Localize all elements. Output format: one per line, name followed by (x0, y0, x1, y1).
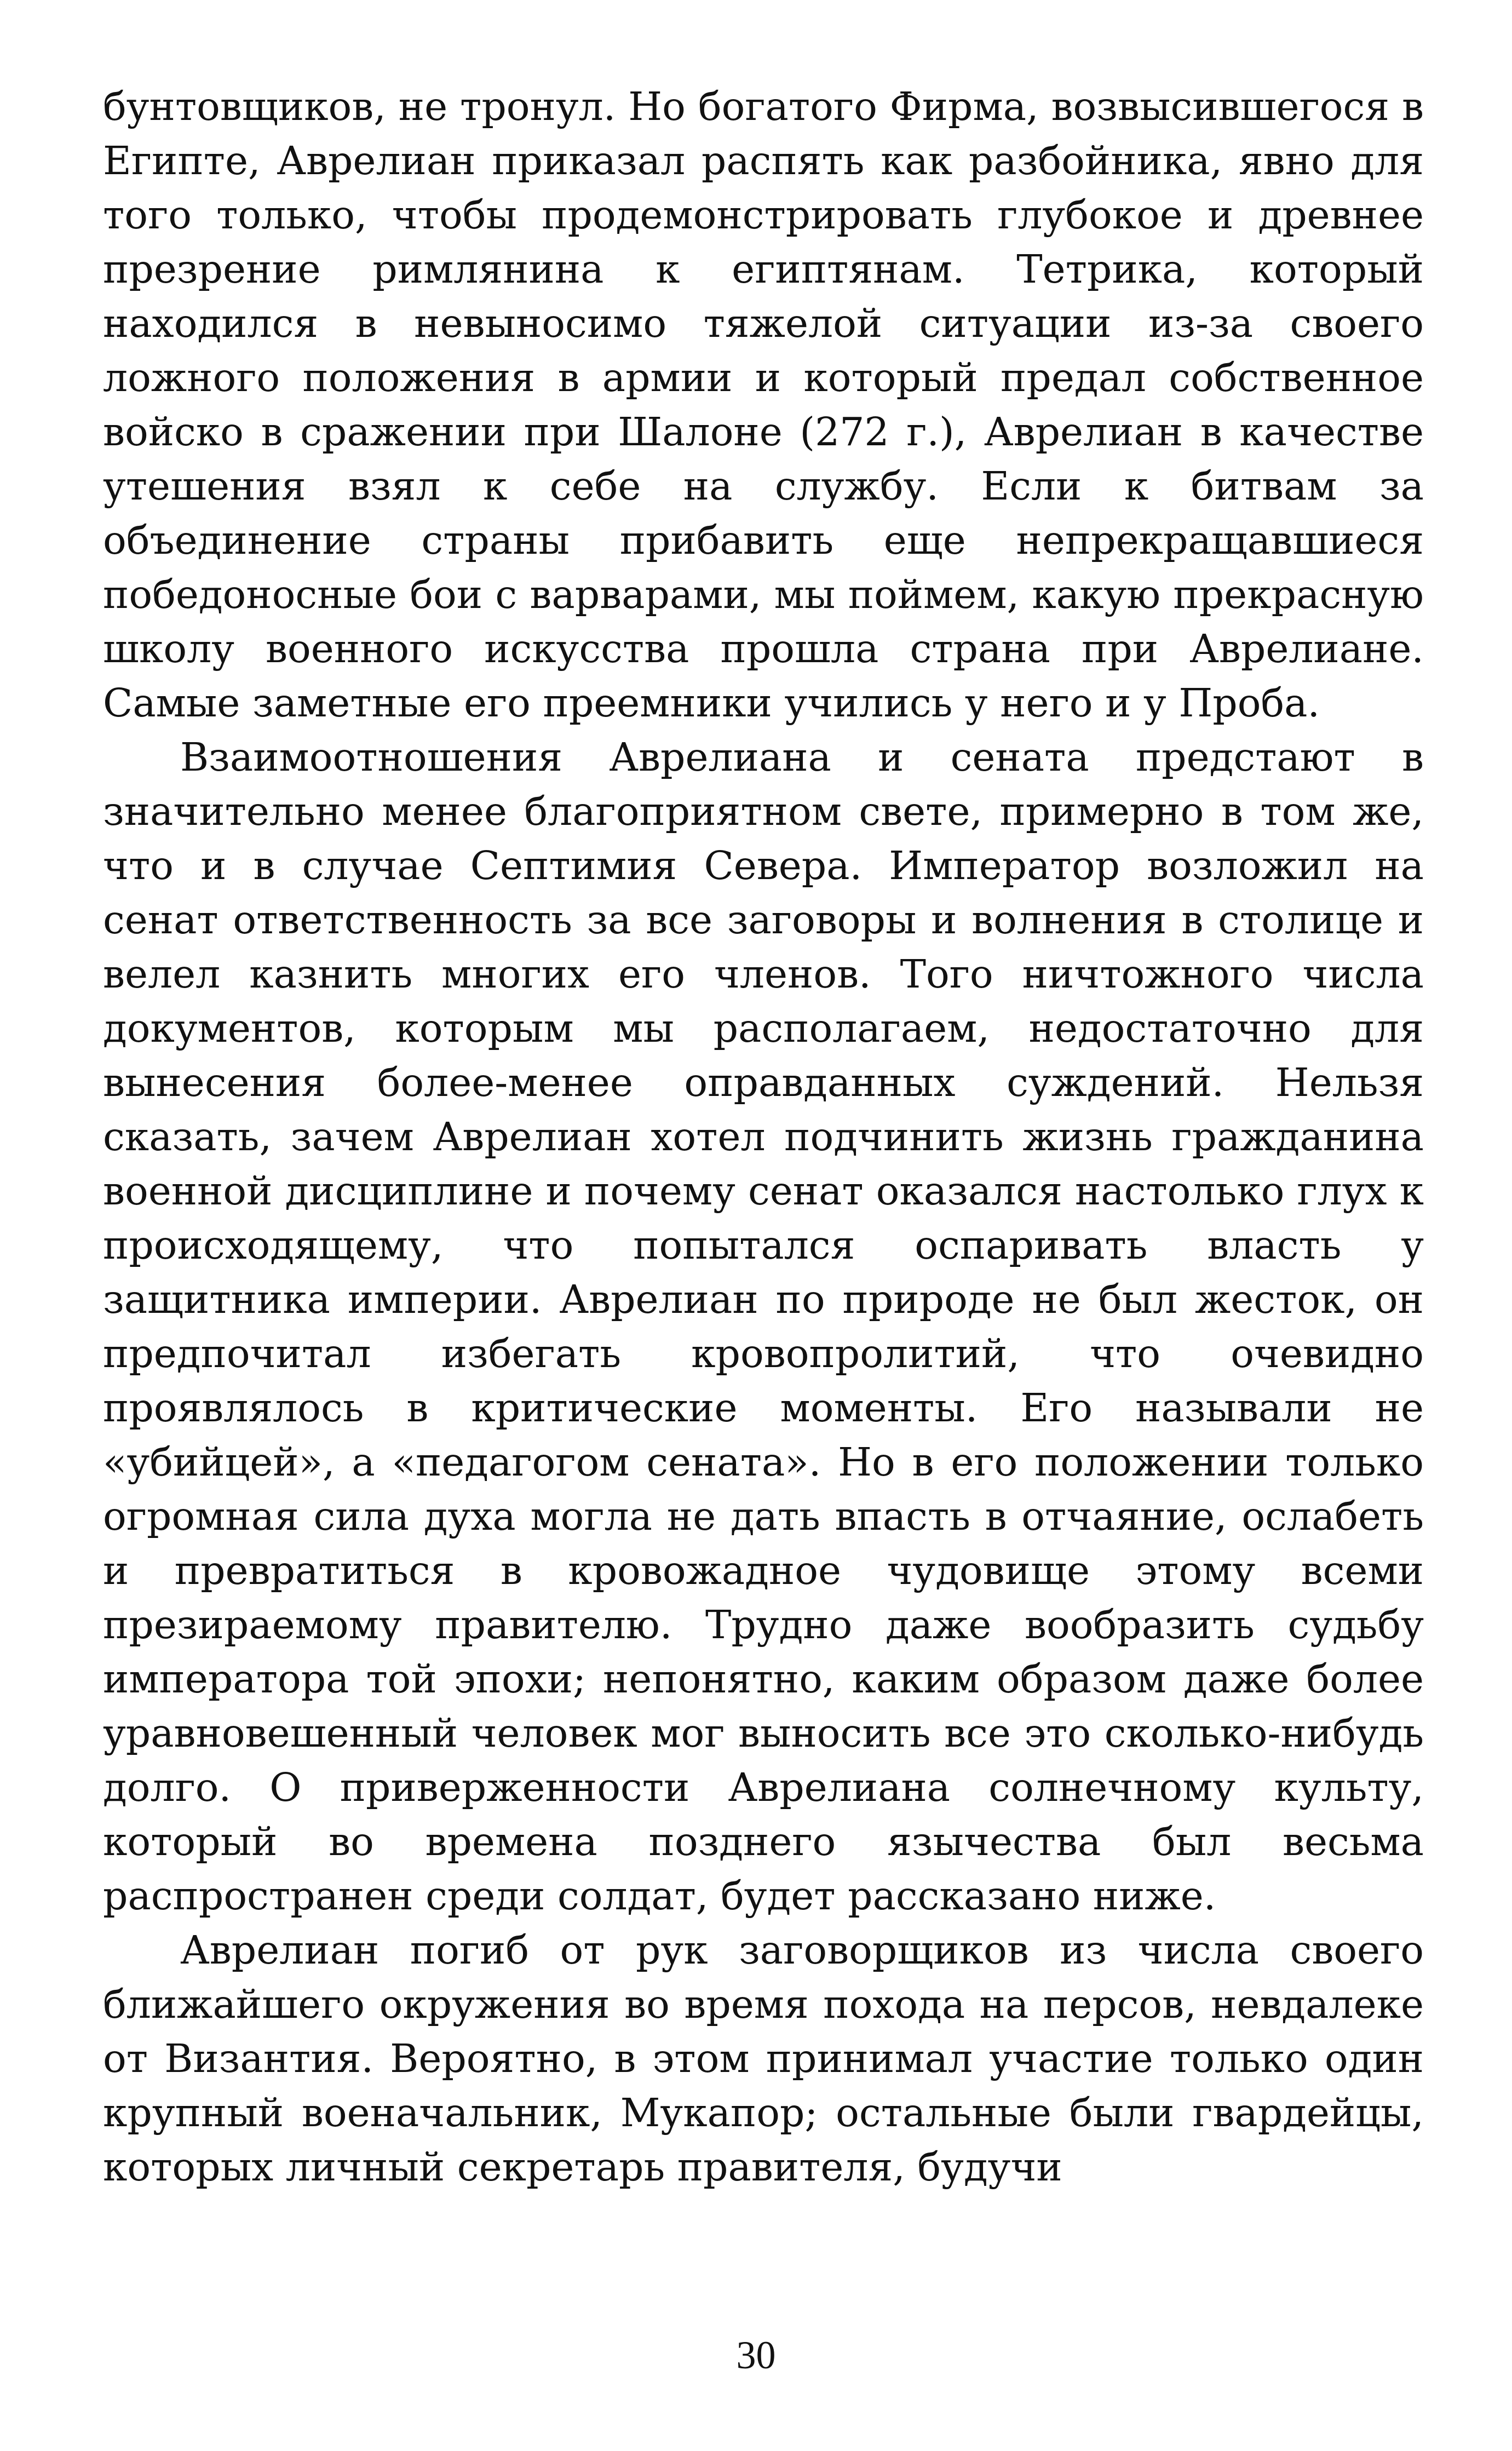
paragraph-3: Аврелиан погиб от рук заговорщиков из числа своего ближайшего окружения во время похода на персов, невдалеке от Византия. Вероятно, в этом принимал участие только один крупный военачальник, Мукапор; остальные были гвардейцы, которых личный секретарь правителя, будучи (103, 1927, 1424, 2190)
page-number: 30 (736, 2333, 776, 2377)
body-text (103, 79, 1424, 2194)
paragraph-2: Взаимоотношения Аврелиана и сената предстают в значительно менее благоприятном свете, примерно в том же, что и в случае Септимия Севера. Император возложил на сенат ответственность за все заговоры и волнения в столице и велел казнить многих его членов. Того ничтожного числа документов, которым мы располагаем, недостаточно для вынесения более-менее оправданных суждений. Нельзя сказать, зачем Аврелиан хотел подчинить жизнь гражданина военной дисциплине и почему сенат оказался настолько глух к происходящему, что попытался оспаривать власть у защитника империи. Аврелиан по природе не был жесток, он предпочитал избегать кровопролитий, что очевидно проявлялось в критические моменты. Его называли не «убийцей», а «педагогом сената». Но в его положении только огромная сила духа могла не дать впасть в отчаяние, ослабеть и превратиться в кровожадное чудовище этому всеми презираемому правителю. Трудно даже вообразить судьбу императора той эпохи; непонятно, каким образом даже более уравновешенный человек мог выносить все это сколько-нибудь долго. О приверженности Аврелиана солнечному культу, который во времена позднего язычества был весьма распространен среди солдат, будет рассказано ниже. (103, 734, 1424, 1919)
paragraph-1: бунтовщиков, не тронул. Но богатого Фирма, возвысившегося в Египте, Аврелиан приказал распять как разбойника, явно для того только, чтобы продемонстрировать глубокое и древнее презрение римлянина к египтянам. Тетрика, который находился в невыносимо тяжелой ситуации из-за своего ложного положения в армии и который предал собственное войско в сражении при Шалоне (272 г.), Аврелиан в качестве утешения взял к себе на службу. Если к битвам за объединение страны прибавить еще непрекращавшиеся победоносные бои с варварами, мы поймем, какую прекрасную школу военного искусства прошла страна при Аврелиане. Самые заметные его преемники учились у него и у Проба. (103, 84, 1424, 726)
